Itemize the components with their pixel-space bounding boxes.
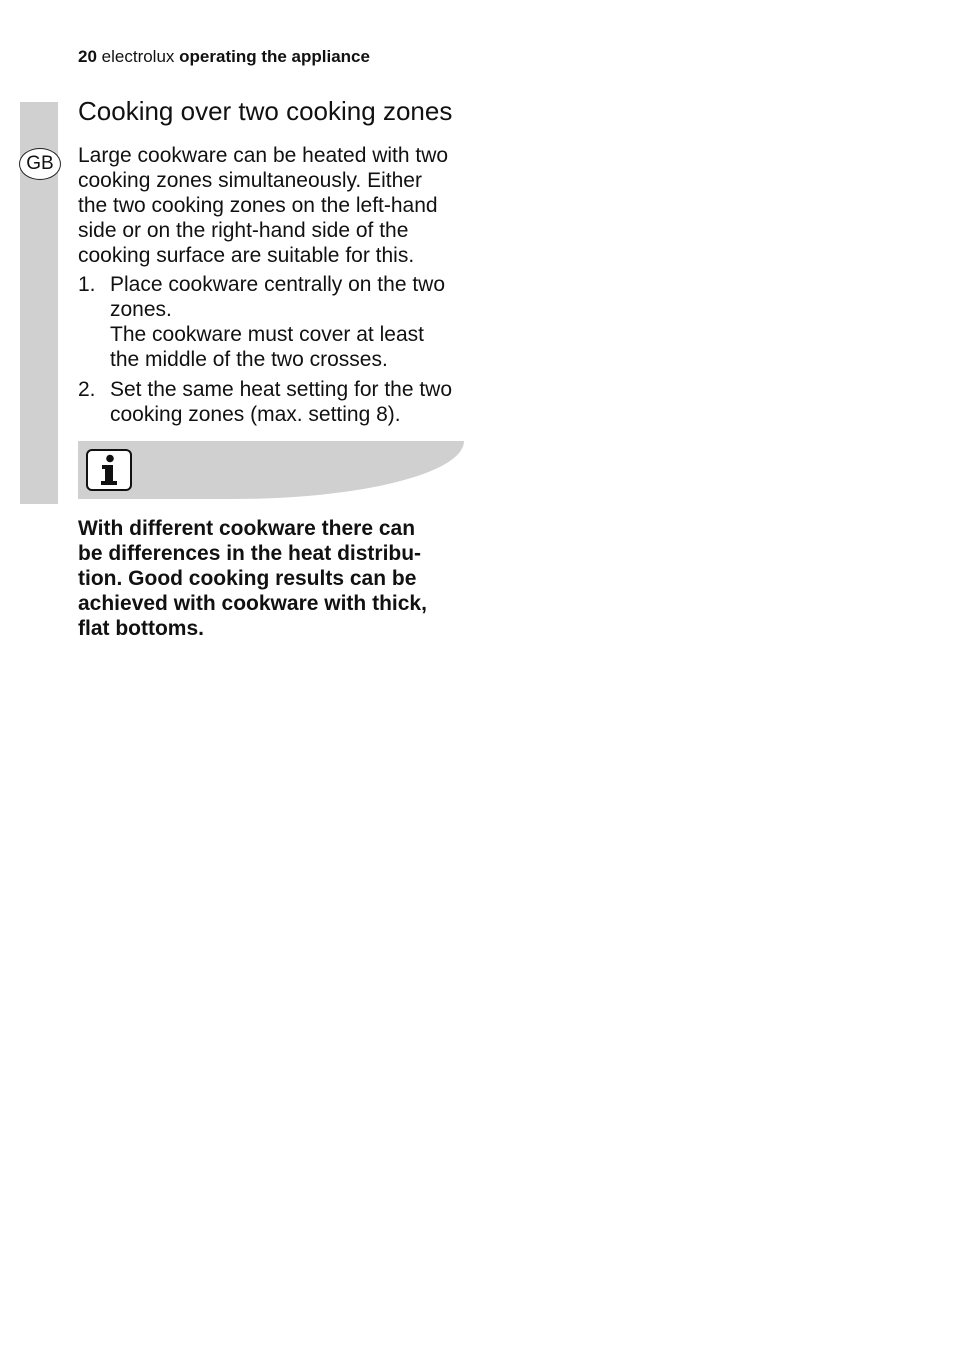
intro-line: cooking zones simultaneously. Either [78, 169, 422, 192]
step-line: cooking zones (max. setting 8). [110, 403, 401, 426]
note-line: be differences in the heat distribu- [78, 542, 422, 565]
intro-paragraph [78, 143, 470, 268]
running-header [78, 46, 370, 68]
step-item [78, 377, 470, 427]
warning-note [78, 516, 470, 641]
step-line: The cookware must cover at least [110, 323, 424, 346]
intro-line: the two cooking zones on the left-hand [78, 194, 438, 217]
step-line: the middle of the two crosses. [110, 348, 388, 371]
step-line: Set the same heat setting for the two [110, 378, 453, 401]
step-number: 1. [78, 273, 96, 296]
language-badge: GB [19, 148, 61, 180]
page-number: 20 [78, 47, 97, 66]
main-content [78, 143, 470, 432]
brand-name: electrolux [101, 47, 175, 66]
step-line: Place cookware centrally on the two [110, 273, 446, 296]
section-name: operating the appliance [179, 47, 370, 66]
step-item [78, 272, 470, 372]
note-line: With different cookware there can [78, 517, 416, 540]
step-line: zones. [110, 298, 172, 321]
note-line: tion. Good cooking results can be [78, 567, 417, 590]
note-line: flat bottoms. [78, 617, 204, 640]
info-icon [86, 449, 132, 491]
steps-list [78, 272, 470, 427]
note-line: achieved with cookware with thick, [78, 592, 427, 615]
intro-line: side or on the right-hand side of the [78, 219, 409, 242]
intro-line: cooking surface are suitable for this. [78, 244, 415, 267]
section-title: Cooking over two cooking zones [78, 96, 453, 126]
info-box [78, 441, 464, 499]
step-number: 2. [78, 378, 96, 401]
intro-line: Large cookware can be heated with two [78, 144, 449, 167]
